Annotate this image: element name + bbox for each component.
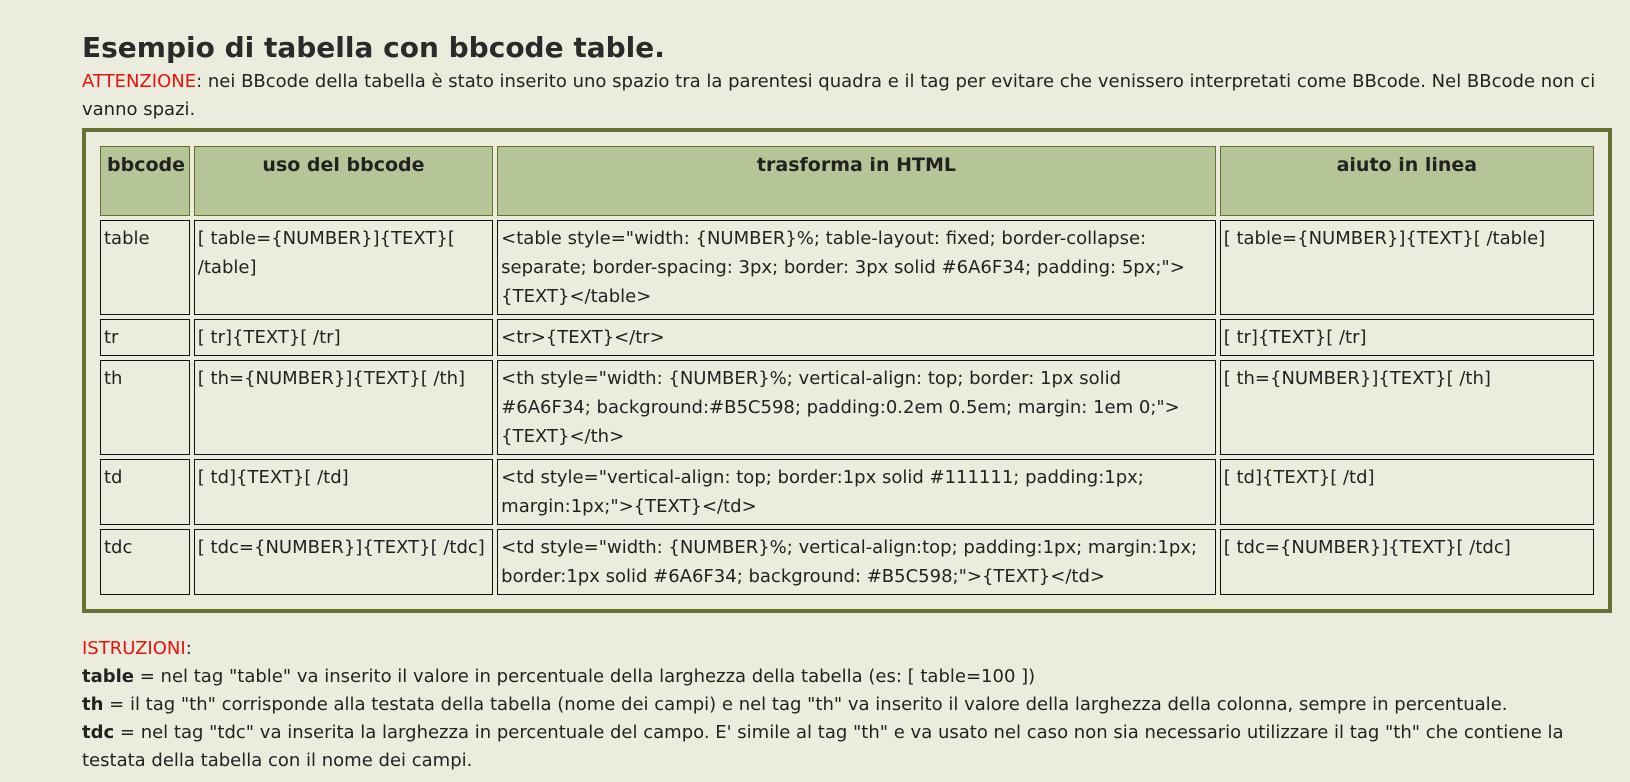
cell-help: [ table={NUMBER}]{TEXT}[ /table] <box>1220 220 1594 315</box>
instructions-section <box>82 635 1612 775</box>
cell-bbcode: tr <box>100 319 190 356</box>
bbcode-table <box>82 128 1612 613</box>
instructions-label: ISTRUZIONI <box>82 638 186 659</box>
table-row <box>100 459 1594 525</box>
cell-bbcode: td <box>100 459 190 525</box>
cell-html: <td style="width: {NUMBER}%; vertical-align:top; padding:1px; margin:1px; border:1px solid #6A6F34; background: #B5C598;">{TEXT}</td> <box>497 529 1216 595</box>
column-header-html: trasforma in HTML <box>497 146 1216 216</box>
table-row <box>100 220 1594 315</box>
cell-bbcode: tdc <box>100 529 190 595</box>
instructions-heading <box>82 635 1612 663</box>
cell-help: [ th={NUMBER}]{TEXT}[ /th] <box>1220 360 1594 455</box>
column-header-bbcode: bbcode <box>100 146 190 216</box>
notice-label: ATTENZIONE <box>82 71 197 92</box>
instruction-text: = nel tag "tdc" va inserita la larghezza in percentuale del campo. E' simile al tag "th" e va usato nel caso non sia necessario utilizzare il tag "th" che contiene la testata della tabella con il nome dei campi. <box>82 722 1564 771</box>
page-content <box>82 28 1612 775</box>
table-row <box>100 319 1594 356</box>
cell-html: <td style="vertical-align: top; border:1px solid #111111; padding:1px; margin:1px;">{TEXT}</td> <box>497 459 1216 525</box>
cell-html: <tr>{TEXT}</tr> <box>497 319 1216 356</box>
instruction-term: tdc <box>82 722 115 743</box>
table-row <box>100 529 1594 595</box>
cell-html: <th style="width: {NUMBER}%; vertical-align: top; border: 1px solid #6A6F34; background:#B5C598; padding:0.2em 0.5em; margin: 1em 0;">{TEXT}</th> <box>497 360 1216 455</box>
instruction-text: = nel tag "table" va inserito il valore in percentuale della larghezza della tabella (es: [ table=100 ]) <box>134 666 1036 687</box>
table-header-row <box>100 146 1594 216</box>
notice-text: : nei BBcode della tabella è stato inserito uno spazio tra la parentesi quadra e il tag per evitare che venissero interpretati come BBcode. Nel BBcode non ci vanno spazi. <box>82 71 1596 120</box>
column-header-usage: uso del bbcode <box>194 146 493 216</box>
cell-usage: [ tr]{TEXT}[ /tr] <box>194 319 493 356</box>
instruction-text: = il tag "th" corrisponde alla testata della tabella (nome dei campi) e nel tag "th" va inserito il valore della larghezza della colonna, sempre in percentuale. <box>103 694 1508 715</box>
notice-paragraph <box>82 68 1612 124</box>
cell-usage: [ td]{TEXT}[ /td] <box>194 459 493 525</box>
instruction-term: table <box>82 666 135 687</box>
instructions-colon: : <box>185 638 192 659</box>
cell-help: [ tr]{TEXT}[ /tr] <box>1220 319 1594 356</box>
table-row <box>100 360 1594 455</box>
column-header-help: aiuto in linea <box>1220 146 1594 216</box>
cell-html: <table style="width: {NUMBER}%; table-layout: fixed; border-collapse: separate; border-spacing: 3px; border: 3px solid #6A6F34; padding: 5px;">{TEXT}</table> <box>497 220 1216 315</box>
instruction-item-th <box>82 691 1612 719</box>
cell-usage: [ tdc={NUMBER}]{TEXT}[ /tdc] <box>194 529 493 595</box>
cell-usage: [ th={NUMBER}]{TEXT}[ /th] <box>194 360 493 455</box>
instruction-item-tdc <box>82 719 1612 775</box>
page-title: Esempio di tabella con bbcode table. <box>82 31 665 64</box>
instruction-term: th <box>82 694 104 715</box>
cell-bbcode: th <box>100 360 190 455</box>
cell-bbcode: table <box>100 220 190 315</box>
cell-help: [ td]{TEXT}[ /td] <box>1220 459 1594 525</box>
instruction-item-table <box>82 663 1612 691</box>
cell-usage: [ table={NUMBER}]{TEXT}[ /table] <box>194 220 493 315</box>
cell-help: [ tdc={NUMBER}]{TEXT}[ /tdc] <box>1220 529 1594 595</box>
